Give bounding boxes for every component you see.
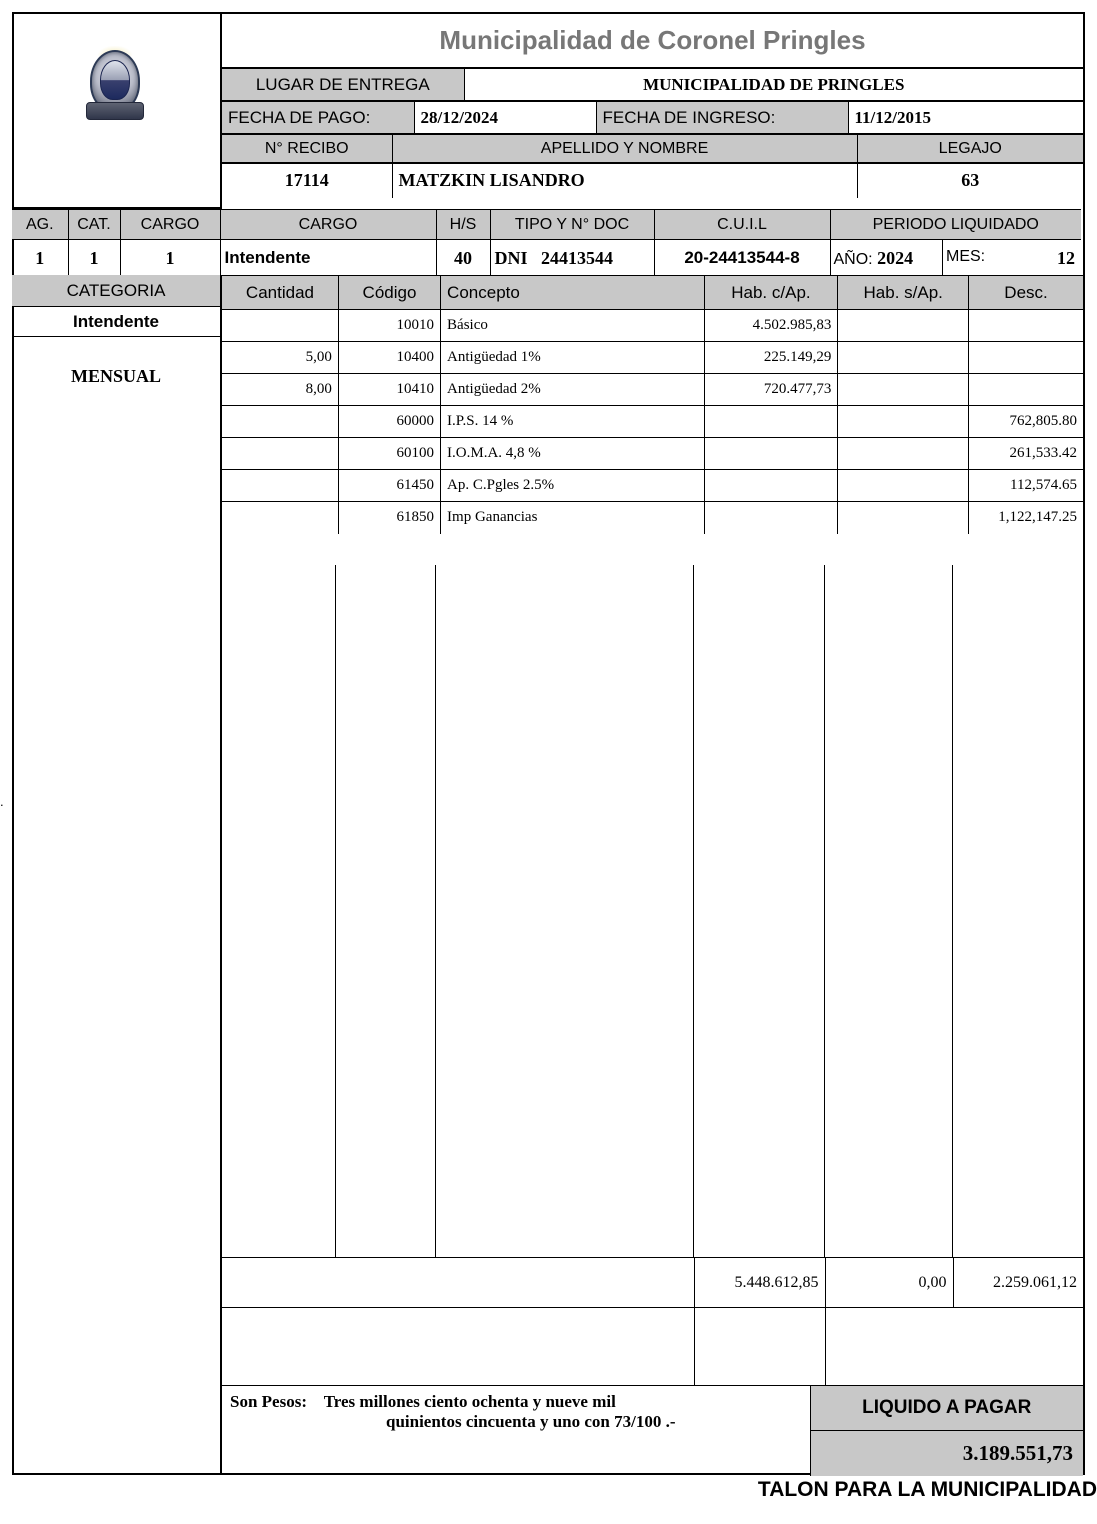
cell-hab-sa	[838, 406, 969, 438]
cell-desc: 762,805.80	[969, 406, 1083, 438]
legajo-label: LEGAJO	[857, 135, 1083, 163]
totals-spacer	[222, 1307, 1083, 1385]
cell-hab-sa	[838, 502, 969, 534]
son-pesos-label: Son Pesos:	[230, 1392, 307, 1411]
detail-blank-area	[222, 565, 1083, 1257]
cell-hab-ca: 225.149,29	[704, 342, 838, 374]
cell-cantidad	[222, 406, 338, 438]
nombre-value: MATZKIN LISANDRO	[392, 164, 857, 198]
hs-value: 40	[436, 240, 490, 277]
cell-concepto: Antigüedad 1%	[441, 342, 705, 374]
liquido-a-pagar-label: LIQUIDO A PAGAR	[810, 1386, 1083, 1431]
spacer-cell-1	[222, 1308, 694, 1386]
cell-hab-ca: 720.477,73	[704, 374, 838, 406]
cell-hab-sa	[838, 310, 969, 342]
cell-cantidad	[222, 438, 338, 470]
cell-codigo: 10410	[338, 374, 440, 406]
totals-table	[222, 1257, 1083, 1308]
cell-concepto: Básico	[441, 310, 705, 342]
total-hab-con-aporte: 5.448.612,85	[694, 1258, 825, 1308]
lugar-entrega-value: MUNICIPALIDAD DE PRINGLES	[464, 69, 1083, 101]
anio-label: AÑO:	[833, 250, 873, 268]
doc-number: 24413544	[541, 247, 614, 268]
nombre-label: APELLIDO Y NOMBRE	[392, 135, 857, 163]
bottom-block	[222, 1385, 1083, 1475]
cell-hab-ca	[704, 438, 838, 470]
cell-codigo: 61850	[338, 502, 440, 534]
cargo-band	[12, 209, 1081, 277]
cell-hab-ca: 4.502.985,83	[704, 310, 838, 342]
categoria-header: CATEGORIA	[12, 275, 220, 307]
lugar-entrega-label: LUGAR DE ENTREGA	[222, 69, 464, 101]
col-descuento: Desc.	[969, 276, 1083, 310]
categoria-periodicidad: MENSUAL	[70, 366, 161, 386]
cell-hab-ca	[704, 406, 838, 438]
cat-value: 1	[68, 240, 120, 277]
cell-codigo: 61450	[338, 470, 440, 502]
col-cantidad: Cantidad	[222, 276, 338, 310]
anio-value: 2024	[877, 247, 914, 268]
liquido-a-pagar-value: 3.189.551,73	[810, 1431, 1083, 1476]
legajo-value: 63	[857, 164, 1083, 198]
son-pesos-line-1	[230, 1392, 802, 1412]
table-row	[222, 502, 1083, 534]
spacer-cell-2	[694, 1308, 825, 1386]
lugar-entrega-row	[222, 68, 1083, 101]
fecha-pago-label: FECHA DE PAGO:	[222, 102, 414, 134]
fecha-ingreso-label: FECHA DE INGRESO:	[596, 102, 848, 134]
mes-label: MES:	[946, 247, 986, 265]
ag-value: 1	[12, 240, 68, 277]
periodo-label: PERIODO LIQUIDADO	[830, 210, 1081, 240]
logo-column	[12, 12, 222, 209]
table-row	[222, 438, 1083, 470]
cuil-label: C.U.I.L	[654, 210, 830, 240]
doc-value	[490, 240, 654, 277]
cargo-band-table	[12, 209, 1081, 277]
table-row	[222, 310, 1083, 342]
recibo-value-row	[222, 163, 1083, 198]
header-block	[222, 12, 1083, 198]
fechas-row	[222, 101, 1083, 134]
cell-cantidad	[222, 310, 338, 342]
anio-cell	[831, 240, 943, 276]
cell-codigo: 10400	[338, 342, 440, 374]
cell-cantidad: 5,00	[222, 342, 338, 374]
cell-desc: 112,574.65	[969, 470, 1083, 502]
cell-codigo: 60100	[338, 438, 440, 470]
cell-concepto: Antigüedad 2%	[441, 374, 705, 406]
son-pesos-block	[222, 1386, 810, 1476]
col-codigo: Código	[338, 276, 440, 310]
cell-concepto: Ap. C.Pgles 2.5%	[441, 470, 705, 502]
cell-codigo: 60000	[338, 406, 440, 438]
payslip-sheet	[12, 12, 1085, 1512]
cargo-label: CARGO	[220, 210, 436, 240]
cargo-value: Intendente	[220, 240, 436, 277]
cell-hab-ca	[704, 470, 838, 502]
cell-hab-sa	[838, 438, 969, 470]
table-row	[222, 470, 1083, 502]
left-margin-mark: .	[0, 794, 4, 809]
detail-grid	[222, 275, 1083, 534]
ag-label: AG.	[12, 210, 68, 240]
cargo-code-label: CARGO	[120, 210, 220, 240]
spacer-cell-3	[825, 1308, 953, 1386]
cuil-value: 20-24413544-8	[654, 240, 830, 277]
table-row	[222, 406, 1083, 438]
col-concepto: Concepto	[441, 276, 705, 310]
detail-header-row	[222, 276, 1083, 310]
doc-type: DNI	[494, 247, 528, 268]
recibo-value: 17114	[222, 164, 392, 198]
cell-cantidad	[222, 470, 338, 502]
col-hab-con-aporte: Hab. c/Ap.	[704, 276, 838, 310]
cell-concepto: I.P.S. 14 %	[441, 406, 705, 438]
total-hab-sin-aporte: 0,00	[825, 1258, 953, 1308]
son-pesos-text-2: quinientos cincuenta y uno con 73/100 .-	[385, 1412, 676, 1431]
cat-label: CAT.	[68, 210, 120, 240]
cell-codigo: 10010	[338, 310, 440, 342]
cell-concepto: I.O.M.A. 4,8 %	[441, 438, 705, 470]
cell-concepto: Imp Ganancias	[441, 502, 705, 534]
cell-hab-sa	[838, 374, 969, 406]
cell-hab-sa	[838, 342, 969, 374]
totals-row	[222, 1257, 1083, 1308]
son-pesos-text-1: Tres millones ciento ochenta y nueve mil	[323, 1392, 616, 1411]
categoria-value: Intendente	[12, 307, 220, 337]
cell-desc	[969, 310, 1083, 342]
cell-desc	[969, 374, 1083, 406]
totals-blank	[222, 1258, 694, 1308]
cell-cantidad: 8,00	[222, 374, 338, 406]
table-row	[222, 374, 1083, 406]
cargo-code-value: 1	[120, 240, 220, 277]
fecha-ingreso-value: 11/12/2015	[848, 102, 1083, 134]
detail-table	[222, 275, 1083, 534]
spacer-table	[222, 1307, 1083, 1386]
cell-hab-ca	[704, 502, 838, 534]
mes-value: 12	[1057, 247, 1075, 268]
doc-label: TIPO Y N° DOC	[490, 210, 654, 240]
col-hab-sin-aporte: Hab. s/Ap.	[838, 276, 969, 310]
recibo-header-row	[222, 134, 1083, 163]
cell-cantidad	[222, 502, 338, 534]
talon-footer-note: TALON PARA LA MUNICIPALIDAD	[757, 1478, 1097, 1501]
bottom-table	[222, 1385, 1083, 1476]
cell-desc: 261,533.42	[969, 438, 1083, 470]
periodo-values	[830, 240, 1081, 277]
mes-cell	[943, 240, 1082, 276]
spacer-cell-4	[953, 1308, 1083, 1386]
total-descuentos: 2.259.061,12	[953, 1258, 1083, 1308]
cell-hab-sa	[838, 470, 969, 502]
cell-desc	[969, 342, 1083, 374]
fecha-pago-value: 28/12/2024	[414, 102, 596, 134]
hs-label: H/S	[436, 210, 490, 240]
recibo-label: N° RECIBO	[222, 135, 392, 163]
page-title: Municipalidad de Coronel Pringles	[222, 12, 1083, 68]
municipal-crest-icon	[84, 50, 146, 128]
categoria-column	[12, 275, 222, 1475]
table-row	[222, 342, 1083, 374]
cell-desc: 1,122,147.25	[969, 502, 1083, 534]
